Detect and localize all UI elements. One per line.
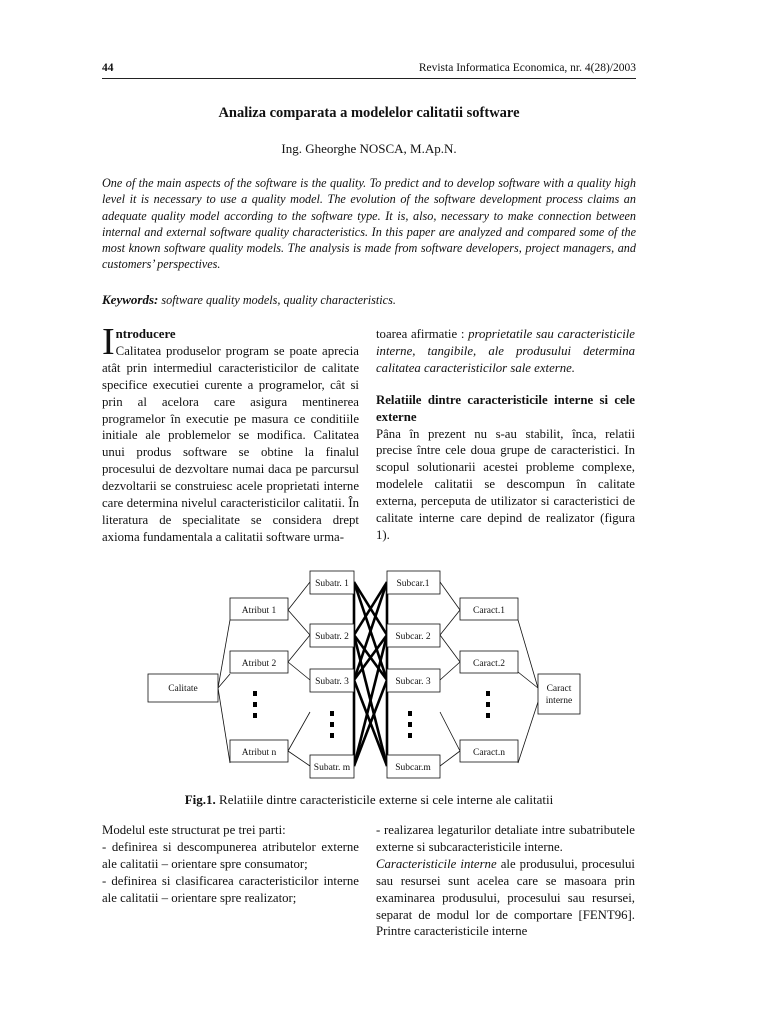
label-subatr-m: Subatr. m <box>313 763 351 773</box>
running-header <box>102 60 636 79</box>
keywords-text: software quality models, quality characteristics. <box>161 293 396 307</box>
section-text: Pâna în prezent nu s-au stabilit, înca, relatii precise între cele doua grupe de caracteristici. In scopul solutionarii acestei probleme complexe, modelele calitatii se descompun în calitate externa, perceputa de utilizator si caracteristici de calitate interne care depind de realizator (figura 1). <box>376 426 635 542</box>
internal-char-text: ale produsului, procesului sau resursei sunt acelea care se masoara prin examinarea produsului, procesului sau resursei, separat de modul lor de comportare [FENT96]. Printre caracteristicile interne <box>376 856 635 939</box>
bottom-right-column <box>376 822 635 940</box>
abstract: One of the main aspects of the software is the quality. To predict and to develop software with a quality high level it is necessary to use a quality model. The evolution of the software development process claims an adequate quality model according to the software type. It is, also, necessary to make connection between internal and external software quality characteristics. In this paper are analyzed and compared some of the most known software quality models. The analysis is made from software developers, project managers, and customers’ perspectives. <box>102 176 636 272</box>
intro-text: Calitatea produselor program se poate aprecia atât prin intermediul caracteristicilor de calitate specifice executiei curente a programelor, cât si prin al acelora care asigura mentinerea programelor în executie pe masura ce conditiile initiale ale problemelor se modifica. Calitatea unui produs software se obtine la finalul procesului de dezvoltare numai daca pe parcursul dezvoltarii se construiesc acele proprietati interne care determina nivelul caracteristicilor calitatii. În literatura de specialitate se considera drept axioma fundamentala a calitatii software urma- <box>102 343 359 544</box>
model-intro: Modelul este structurat pe trei parti: <box>102 823 286 837</box>
bottom-left-column <box>102 822 359 907</box>
label-calitate: Calitate <box>168 684 198 694</box>
keywords <box>102 292 636 308</box>
internal-char-term: Caracteristicile interne <box>376 856 497 871</box>
model-part-1: - definirea si descompunerea atributelor externe ale calitatii – orientare spre consumator; <box>102 839 359 871</box>
caption-text: Relatiile dintre caracteristicile externe si cele interne ale calitatii <box>215 792 554 807</box>
intro-heading: ntroducere <box>115 327 176 341</box>
page-number: 44 <box>102 62 114 74</box>
model-part-3: - realizarea legaturilor detaliate intre subatributele externe si subcaracteristicile interne. <box>376 823 635 854</box>
label-atribut-1: Atribut 1 <box>241 606 277 616</box>
label-caract: Caract <box>546 684 572 694</box>
label-subcar-1: Subcar.1 <box>396 579 430 589</box>
label-caract-n: Caract.n <box>473 748 505 758</box>
caption-label: Fig.1. <box>184 792 216 807</box>
label-subatr-1: Subatr. 1 <box>315 579 349 589</box>
paper-author: Ing. Gheorghe NOSCA, M.Ap.N. <box>281 141 457 156</box>
right-column <box>376 326 635 544</box>
label-interne: interne <box>545 696 573 706</box>
journal-reference: Revista Informatica Economica, nr. 4(28)/2003 <box>418 62 636 74</box>
label-subcar-m: Subcar.m <box>395 763 431 773</box>
label-subatr-2: Subatr. 2 <box>315 632 349 642</box>
label-subcar-2: Subcar. 2 <box>395 632 431 642</box>
figure-caption <box>102 792 636 808</box>
label-subatr-3: Subatr. 3 <box>315 677 349 687</box>
axiom-quote: proprietatile sau caracteristicile interne, tangibile, ale produsului determina calitatea caracteristicilor sale externe. <box>376 327 635 375</box>
figure-1 <box>140 567 630 782</box>
drop-cap: I <box>102 321 115 363</box>
paper-title: Analiza comparata a modelelor calitatii software <box>218 105 520 121</box>
model-part-2: - definirea si clasificarea caracteristicilor interne ale calitatii – orientare spre realizator; <box>102 873 359 905</box>
label-atribut-n: Atribut n <box>241 748 277 758</box>
intro-continuation: toarea afirmatie : <box>376 327 465 341</box>
section-heading: Relatiile dintre caracteristicile interne si cele externe <box>376 392 635 424</box>
left-column <box>102 321 359 546</box>
label-atribut-2: Atribut 2 <box>241 659 277 669</box>
label-caract-1: Caract.1 <box>473 606 505 616</box>
label-subcar-3: Subcar. 3 <box>395 677 431 687</box>
keywords-label: Keywords: <box>102 292 159 307</box>
node-caract-interne <box>538 674 580 714</box>
label-caract-2: Caract.2 <box>473 659 505 669</box>
